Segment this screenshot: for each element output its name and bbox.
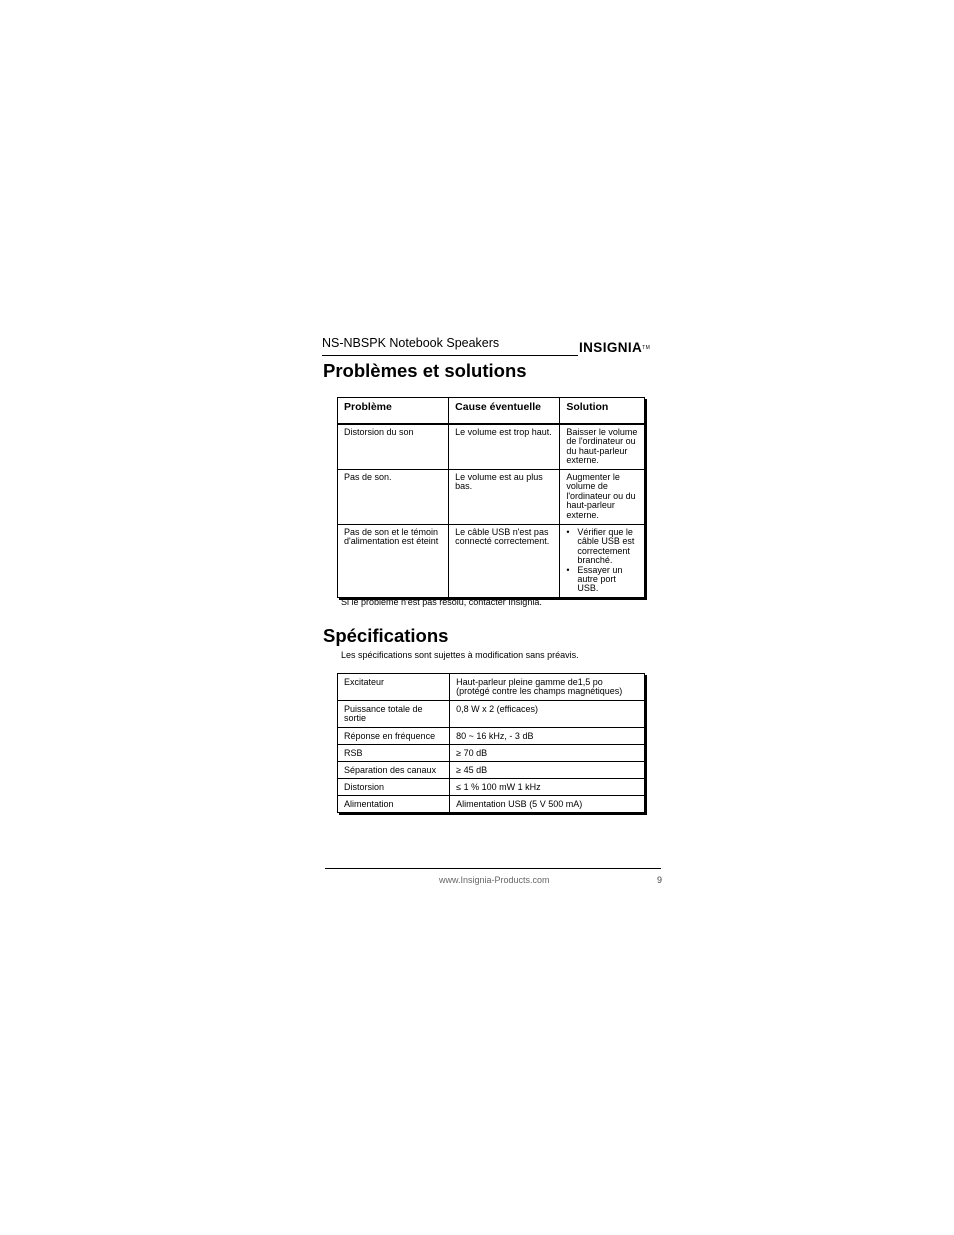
problem-cell: Pas de son et le témoin d'alimentation est éteint [338, 525, 449, 598]
solution-list [566, 528, 638, 594]
logo-trademark: TM [642, 345, 651, 351]
page-header-title: NS-NBSPK Notebook Speakers [322, 336, 500, 350]
problem-cell: Pas de son. [338, 470, 449, 525]
insignia-logo [579, 340, 650, 356]
spec-label: Séparation des canaux [338, 762, 450, 779]
spec-label: Puissance totale de sortie [338, 701, 450, 728]
table-row [338, 674, 645, 701]
table-row [338, 779, 645, 796]
spec-value: ≤ 1 % 100 mW 1 kHz [450, 779, 645, 796]
solution-list-item: • Essayer un autre port USB. [566, 566, 638, 594]
troubleshooting-table [337, 397, 645, 598]
table-row [338, 525, 645, 598]
column-header-cause: Cause éventuelle [449, 398, 560, 425]
cause-cell: Le volume est au plus bas. [449, 470, 560, 525]
table-header-row [338, 398, 645, 425]
solution-cell: Augmenter le volume de l'ordinateur ou du haut-parleur externe. [560, 470, 645, 525]
troubleshooting-note: Si le problème n'est pas résolu, contacter Insignia. [341, 597, 542, 607]
page-number: 9 [657, 875, 663, 885]
specifications-table [337, 673, 645, 813]
table-row [338, 745, 645, 762]
column-header-solution: Solution [560, 398, 645, 425]
spec-label: Excitateur [338, 674, 450, 701]
solution-cell [560, 525, 645, 598]
spec-label: Alimentation [338, 796, 450, 813]
table-row [338, 762, 645, 779]
specifications-title: Spécifications [323, 625, 449, 646]
table-row [338, 796, 645, 813]
spec-value: 80 ~ 16 kHz, - 3 dB [450, 728, 645, 745]
problem-cell: Distorsion du son [338, 424, 449, 470]
footer-rule [325, 868, 661, 869]
column-header-problem: Problème [338, 398, 449, 425]
cause-cell: Le câble USB n'est pas connecté correctement. [449, 525, 560, 598]
table-row [338, 424, 645, 470]
table-row [338, 470, 645, 525]
logo-text: INSIGNIA [579, 340, 643, 355]
spec-value: 0,8 W x 2 (efficaces) [450, 701, 645, 728]
header-rule [322, 355, 578, 356]
spec-label: Réponse en fréquence [338, 728, 450, 745]
table-row [338, 701, 645, 728]
table-row [338, 728, 645, 745]
spec-label: Distorsion [338, 779, 450, 796]
footer-url: www.Insignia-Products.com [439, 875, 550, 885]
solution-list-item: • Vérifier que le câble USB est correctement branché. [566, 528, 638, 566]
spec-value: Haut-parleur pleine gamme de1,5 po (protégé contre les champs magnétiques) [450, 674, 645, 701]
specifications-note: Les spécifications sont sujettes à modification sans préavis. [341, 650, 579, 660]
cause-cell: Le volume est trop haut. [449, 424, 560, 470]
spec-value: Alimentation USB (5 V 500 mA) [450, 796, 645, 813]
spec-label: RSB [338, 745, 450, 762]
solution-cell: Baisser le volume de l'ordinateur ou du haut-parleur externe. [560, 424, 645, 470]
spec-value: ≥ 45 dB [450, 762, 645, 779]
troubleshooting-title: Problèmes et solutions [323, 360, 527, 381]
spec-value: ≥ 70 dB [450, 745, 645, 762]
